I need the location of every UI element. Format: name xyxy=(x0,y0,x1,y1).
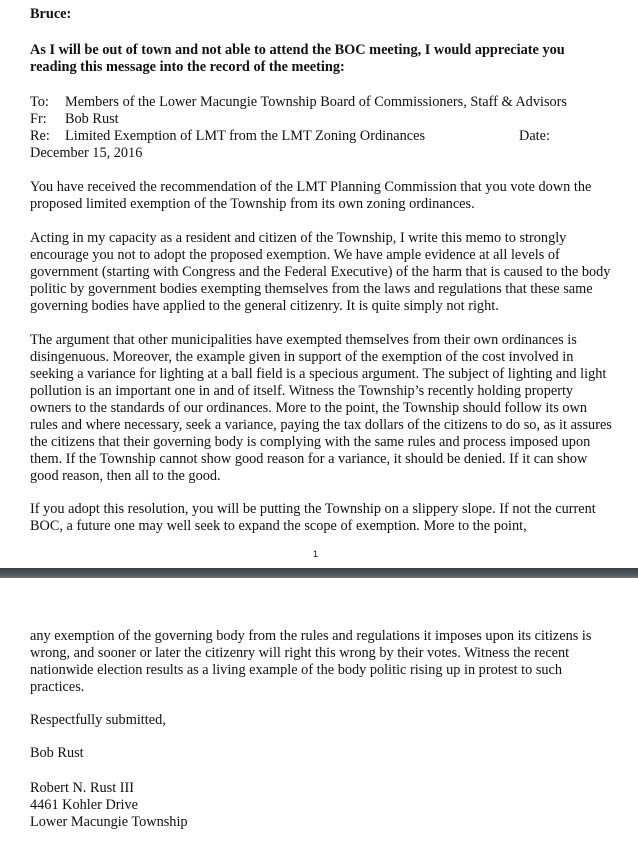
paragraph-4: If you adopt this resolution, you will be putting the Township on a slippery slope. If not the current BOC, a future one may well seek to expand the scope of exemption. More to the point, xyxy=(30,501,596,534)
closing-line: Respectfully submitted, xyxy=(30,712,166,728)
memo-to-line xyxy=(30,94,567,111)
memo-to-key: To: xyxy=(30,94,49,110)
page-number: 1 xyxy=(313,549,319,559)
document-page-2 xyxy=(0,578,638,844)
memo-date-label: Date: xyxy=(519,128,550,144)
page-break-divider xyxy=(0,568,638,578)
memo-from-value: Bob Rust xyxy=(65,111,119,127)
address-name: Robert N. Rust III xyxy=(30,780,135,796)
paragraph-2: Acting in my capacity as a resident and citizen of the Township, I write this memo to strongly encourage you not to adopt the proposed exemption. We have ample evidence at all levels of government (starting with Congress and the Federal Executive) of the harm that is caused to the body politic by government bodies exempting themselves from the laws and regulations that these same governing bodies have applied to the general citizenry. It is quite simply not right. xyxy=(30,230,611,314)
memo-re-key: Re: xyxy=(30,128,50,144)
paragraph-1: You have received the recommendation of the LMT Planning Commission that you vote down the proposed limited exemption of the Township from its own zoning ordinances. xyxy=(30,179,592,212)
address-street: 4461 Kohler Drive xyxy=(30,797,138,813)
memo-re-value: Limited Exemption of LMT from the LMT Zoning Ordinances xyxy=(65,128,426,144)
memo-date-value: December 15, 2016 xyxy=(30,145,143,161)
paragraph-3: The argument that other municipalities have exempted themselves from their own ordinances is disingenuous. Moreover, the example given in support of the exemption of the cost involved in seeking a variance for lighting at a ball field is a specious argument. The subject of lighting and light pollution is an important one in and of itself. Witness the Township’s recently holding property owners to the standards of our ordinances. More to the point, the Township should follow its own rules and where necessary, seek a variance, paying the tax dollars of the citizens to do so, as it assures the citizens that their governing body is complying with the same rules and process imposed upon them. If the Township cannot show good reason for a variance, it should be denied. If it can show good reason, then all to the good. xyxy=(30,332,612,484)
intro-paragraph: As I will be out of town and not able to attend the BOC meeting, I would appreciate you reading this message into the record of the meeting: xyxy=(30,42,565,75)
signature: Bob Rust xyxy=(30,745,84,761)
paragraph-continued: any exemption of the governing body from the rules and regulations it imposes upon its citizens is wrong, and sooner or later the citizenry will right this wrong by their votes. Witness the recent nationwide election results as a living example of the body politic rising up in protest to such practices. xyxy=(30,628,592,695)
salutation: Bruce: xyxy=(30,6,72,22)
memo-from-line xyxy=(30,111,119,128)
memo-to-value: Members of the Lower Macungie Township Board of Commissioners, Staff & Advisors xyxy=(65,94,567,110)
memo-re-line xyxy=(30,128,425,145)
address-town: Lower Macungie Township xyxy=(30,814,188,830)
memo-from-key: Fr: xyxy=(30,111,47,127)
